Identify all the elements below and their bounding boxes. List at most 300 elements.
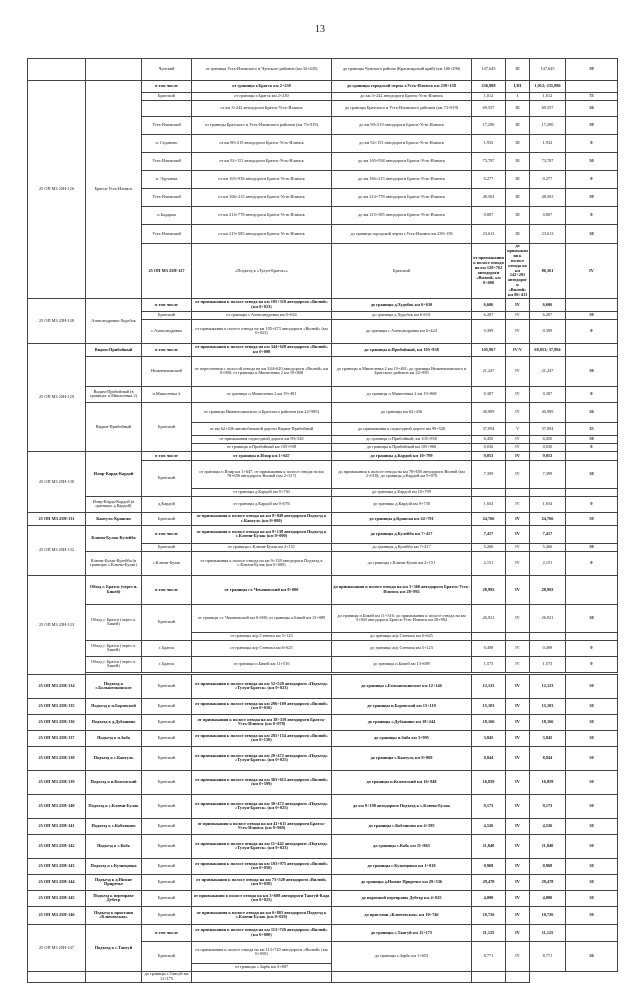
table-row: [28, 575, 618, 604]
table-cell: 50: [566, 794, 618, 818]
table-cell: IV: [506, 543, 530, 551]
table-row: [28, 512, 618, 525]
table-cell: Братский: [142, 512, 192, 525]
table-row: [28, 551, 618, 575]
table-cell: 15,103: [472, 698, 506, 714]
table-cell: 2,151: [530, 551, 566, 575]
table-cell: от примыкания к полосе отвода на км 103+975 автодороги «Вилюй» (км 0+050): [192, 858, 332, 874]
table-cell: 9,053: [472, 451, 506, 460]
table-cell: 50: [566, 941, 618, 971]
table-cell: п.Мишелевка 2: [142, 386, 192, 402]
table-row: [28, 356, 618, 386]
table-cell: 9,053: [530, 451, 566, 460]
table-cell: до границы п.Мишелевка 2 км 19+868: [332, 386, 472, 402]
table-row: [28, 890, 618, 906]
table-cell: от границы ст. Чекановский км 0+000: [192, 575, 332, 604]
table-cell: от примыкания к полосе отвода на км 11+442 автодороги «Подъезд» «Тулун-Братск» (км 0+023): [192, 834, 332, 858]
table-cell: до границы с.Дубынино км 18+244: [332, 714, 472, 730]
table-cell: IV: [506, 714, 530, 730]
table-cell: 25 ОП МЗ 25Н-139: [28, 770, 86, 794]
table-cell: Обход г. Братск (через п. Бикей): [86, 640, 142, 656]
table-cell: 73,787: [530, 153, 566, 171]
table-row: [28, 640, 618, 656]
table-cell: [566, 343, 618, 356]
table-cell: Подъезд к п.Зяба: [86, 730, 142, 746]
table-cell: 50: [566, 101, 618, 117]
table-cell: 25 ОП МЗ 25Н-138: [28, 746, 86, 770]
table-cell: IV: [506, 298, 530, 311]
table-cell: 50: [566, 818, 618, 834]
table-cell: до границы п.Зяба км 3+995: [332, 730, 472, 746]
table-cell: Подъезд к д.Дубынино: [86, 714, 142, 730]
table-cell: IV: [506, 575, 530, 604]
table-cell: 25 ОП МЗ 25Н-133: [28, 575, 86, 674]
table-cell: от примыкания к полосе отвода на км 296+169 автодороги «Вилюй» (км 0+016): [192, 698, 332, 714]
table-cell: 25: [566, 422, 618, 435]
table-cell: 0,030: [472, 443, 506, 451]
table-cell: 21,247: [472, 356, 506, 386]
table-cell: от границы п.Прибойный км 105+938: [192, 443, 332, 451]
table-cell: 0,387: [530, 386, 566, 402]
table-cell: III: [506, 59, 530, 81]
table-cell: в том числе: [142, 525, 192, 543]
table-cell: от примыкания к полосе отвода на км 3+608 автодороги Тангуй-Када (км 0+025): [192, 890, 332, 906]
table-cell: от границы ж/р Стениха км 6+625: [192, 640, 332, 656]
table-cell: I,III: [506, 81, 530, 93]
table-cell: 9,173: [472, 794, 506, 818]
table-row: [28, 59, 618, 81]
table-cell: 50: [566, 906, 618, 924]
table-cell: 1,573: [472, 656, 506, 672]
table-cell: Видим-Прибойный: [86, 343, 142, 356]
table-cell: от км 92+151 автодороги Братск-Усть-Илимск: [192, 153, 332, 171]
table-cell: [530, 632, 566, 640]
table-cell: от примыкания к полосе отвода на км 283+154 автодороги «Вилюй» (км 0+150): [192, 730, 332, 746]
table-cell: 0,807: [530, 207, 566, 225]
table-cell: 25 ОП МЗ 25Н-143: [28, 858, 86, 874]
table-cell: 69,557: [530, 101, 566, 117]
table-cell: 50: [566, 714, 618, 730]
table-row: [28, 794, 618, 818]
table-cell: 50: [566, 730, 618, 746]
table-row: [28, 386, 618, 402]
table-cell: от примыкания к полосе отвода на км 105+473 автодороги «Вилюй» (км 0+023): [192, 319, 332, 343]
table-cell: от границы ст. Чекановский км 0+000; от границы п.Бикей км 13+089: [192, 604, 332, 632]
table-cell: Братский: [142, 858, 192, 874]
table-cell: до пристани «Ключевская» км 10+746: [332, 906, 472, 924]
table-cell: 11,840: [472, 834, 506, 858]
table-cell: до границы д.Худобок км 6+630: [332, 298, 472, 311]
table-cell: IV: [506, 386, 530, 402]
table-cell: IV: [506, 794, 530, 818]
table-cell: 23,613: [472, 225, 506, 244]
table-cell: до границы с.Ключи-Булак км 2+151: [332, 551, 472, 575]
table-cell: Илир-Карда-Кардой (в границах д.Кардой): [86, 496, 142, 512]
table-cell: до границы с.Александровка км 0+424: [332, 319, 472, 343]
table-cell: от примыкания к полосе отвода на км 113+720 автодороги «Вилюй» (км 0+050): [192, 941, 332, 963]
table-cell: от границы Братского и Усть-Илимского районов (км 73+919): [192, 117, 332, 135]
table-cell: от км 90+219 автодороги Братск-Усть-Илимск: [192, 135, 332, 153]
table-cell: 16,859: [472, 770, 506, 794]
table-cell: от км 215+585 автодороги Братск-Усть-Илимск: [192, 225, 332, 244]
table-cell: Ключи-Булак-Кулейба: [86, 525, 142, 551]
table-cell: до границы с.Зарбь км 1+653: [332, 941, 472, 971]
table-row: [28, 818, 618, 834]
table-cell: 147,645: [530, 59, 566, 81]
table-cell: 50: [566, 543, 618, 551]
table-cell: IV: [506, 551, 530, 575]
table-cell: 24,766: [530, 512, 566, 525]
table-cell: от границы ж/р Стениха км 5+123: [192, 632, 332, 640]
table-cell: 21,247: [530, 356, 566, 386]
table-cell: [472, 488, 506, 496]
table-cell: 25 ОП МЗ 25Н-134: [28, 674, 86, 698]
table-cell: до границы ж/р Стениха км 6+625: [332, 632, 472, 640]
table-cell: Видим-Прибойный: [86, 402, 142, 451]
table-cell: 17,290: [472, 117, 506, 135]
table-cell: до границы городской черты г.Усть-Илимск км 239+158: [332, 225, 472, 244]
table-cell: 4,000: [530, 890, 566, 906]
table-cell: 29,478: [530, 874, 566, 890]
table-row: [28, 924, 618, 941]
table-cell: г. Братск: [142, 656, 192, 672]
table-cell: 0: [566, 207, 618, 225]
table-row: [28, 730, 618, 746]
table-cell: до границы д.Кардой км 9+730: [332, 496, 472, 512]
table-row: [28, 714, 618, 730]
table-cell: Братский: [142, 674, 192, 698]
table-cell: IV: [506, 834, 530, 858]
table-cell: в том числе: [142, 298, 192, 311]
table-cell: 26,921: [530, 604, 566, 632]
table-cell: Братский: [142, 794, 192, 818]
table-cell: от границы с.Александровка км 0+024: [192, 311, 332, 319]
table-cell: до км 214+778 автодороги Братск-Усть-Илимск: [332, 189, 472, 207]
table-cell: 8,844: [530, 746, 566, 770]
table-cell: 6,606: [472, 298, 506, 311]
table-cell: 40,989: [472, 402, 506, 422]
table-cell: до границы д.Худобок км 6+631: [332, 311, 472, 319]
table-cell: IV: [506, 356, 530, 386]
table-row: [28, 81, 618, 93]
table-cell: IV: [506, 874, 530, 890]
table-cell: от примыкания к полосе отвода на км 8+849 автодороги Подъезд к с.Кантуль (км 0+000): [192, 512, 332, 525]
table-cell: 28,992: [472, 575, 506, 604]
table-cell: Братский: [142, 714, 192, 730]
table-cell: 0,968: [530, 858, 566, 874]
table-cell: [192, 971, 332, 982]
table-cell: 8,844: [472, 746, 506, 770]
table-cell: до паромной переправы Дебетр км 4+025: [332, 890, 472, 906]
table-cell: IV: [506, 496, 530, 512]
table-cell: 0: [566, 171, 618, 189]
table-cell: Братский: [142, 874, 192, 890]
table-cell: [86, 356, 142, 386]
table-cell: Подъезд к с.Тангуй: [86, 924, 142, 971]
table-cell: 0,387: [472, 386, 506, 402]
table-row: [28, 858, 618, 874]
table-cell: в том числе: [142, 924, 192, 941]
table-cell: 8,771: [472, 941, 506, 971]
table-cell: IV: [506, 319, 530, 343]
table-cell: Братский: [142, 93, 192, 101]
table-cell: до границы п.Прибойный, км 105+938: [332, 435, 472, 443]
table-cell: IV: [506, 443, 530, 451]
table-cell: «Подъезд к «Тулун-Братск»»: [192, 244, 332, 299]
table-cell: Подъезд к переправе Дебетр: [86, 890, 142, 906]
table-cell: 50: [566, 834, 618, 858]
table-cell: до границы с.Кузнецовка км 1+018: [332, 858, 472, 874]
table-cell: от пересечения с полосой отвода на км 344+620 автодороги «Вилюй» км 0+000; от границы п.Мишелевка 2 км 19+808: [192, 356, 332, 386]
table-cell: Братский: [142, 460, 192, 496]
table-cell: до границы с.Тангуй км 11+175: [332, 924, 472, 941]
table-cell: [566, 525, 618, 543]
table-cell: от границы г.Братск км 2+230: [192, 93, 332, 101]
table-cell: 5,266: [472, 543, 506, 551]
table-cell: до границы с.Кобляково км 4+595: [332, 818, 472, 834]
table-cell: 0: [566, 551, 618, 575]
table-cell: 10,726: [472, 906, 506, 924]
table-cell: 0,277: [530, 171, 566, 189]
table-cell: до границы д.Кулейба км 7+417: [332, 543, 472, 551]
table-cell: Подъезд к с.Кантуль: [86, 746, 142, 770]
table-cell: 25 ОП МЗ 25Н-145: [28, 890, 86, 906]
table-cell: от примыкания к полосе отвода на км 113+726 автодороги «Вилюй» (км 0+000): [192, 924, 332, 941]
table-cell: [472, 632, 506, 640]
table-cell: IV: [506, 640, 530, 656]
table-cell: Обход г. Братск (через п. Бикей): [86, 656, 142, 672]
table-cell: 16,859: [530, 770, 566, 794]
table-cell: [566, 488, 618, 496]
table-cell: 25 ОП МЗ 25Н-141: [28, 818, 86, 834]
table-cell: [566, 924, 618, 941]
table-cell: IV: [506, 770, 530, 794]
table-cell: Братский: [142, 604, 192, 640]
table-cell: до границы д.Кардой км 10+799: [332, 451, 472, 460]
table-row: [28, 698, 618, 714]
table-cell: Братск-Усть-Илимск: [86, 81, 142, 299]
table-cell: 69,557: [472, 101, 506, 117]
table-cell: IV: [506, 311, 530, 319]
table-cell: [566, 451, 618, 460]
table-row: [28, 770, 618, 794]
table-cell: 50: [566, 435, 618, 443]
table-cell: от границы д.Кардой км 9+076: [192, 496, 332, 512]
table-cell: IV: [506, 604, 530, 632]
table-cell: от примыкания к полосе отвода на км 9+138 автодороги Подъезд к с.Ключи-Булак (км 0+000): [192, 551, 332, 575]
table-cell: 50: [566, 225, 618, 244]
table-cell: III: [506, 189, 530, 207]
table-cell: 50: [566, 402, 618, 422]
table-cell: 25 ОП МЗ 25Н-127: [142, 244, 192, 299]
table-cell: IV: [506, 435, 530, 443]
table-cell: Братский: [332, 244, 472, 299]
table-cell: до границы д.Кардой км 10+799: [332, 488, 472, 496]
table-cell: 1,654: [530, 496, 566, 512]
table-cell: 18,166: [530, 714, 566, 730]
table-row: [28, 906, 618, 924]
table-cell: 7,399: [472, 460, 506, 488]
table-cell: от примыкания к полосе отвода на км 105+318 автодороги «Вилюй» (км 0+023): [192, 298, 332, 311]
table-cell: Братский: [142, 818, 192, 834]
table-cell: [566, 298, 618, 311]
table-cell: от примыкания к полосе отвода на км 30+472 автодороги «Подъезд» «Тулун-Братск» (км 0+025): [192, 794, 332, 818]
table-row: [28, 656, 618, 672]
table-cell: Подъезд к п.Кежемский: [86, 770, 142, 794]
table-cell: до границы д.Кулейба км 7+417: [332, 525, 472, 543]
table-cell: от границы п.Бикей км 11+516: [192, 656, 332, 672]
table-cell: [506, 632, 530, 640]
table-cell: Братский: [142, 730, 192, 746]
table-cell: до границы п.Кежемский км 16+948: [332, 770, 472, 794]
table-cell: от границы г.Братск км 2+230: [192, 81, 332, 93]
table-cell: с.Ключи-Булак: [142, 551, 192, 575]
table-cell: от примыкания к полосе отвода на км 41+611 автодороги Братск-Усть-Илимск (км 0+069): [192, 818, 332, 834]
table-cell: от примыкания к полосе отвода на км 363+612 автодороги «Вилюй» (км 0+599): [192, 770, 332, 794]
table-cell: от примыкания к полосе отвода на км 6+803 автодороги Подъезд к с.Ключи-Булак (км 0+029): [192, 906, 332, 924]
table-cell: Братский: [142, 941, 192, 971]
table-cell: IV: [566, 244, 618, 299]
table-cell: Подъезд к с.Кобляково: [86, 818, 142, 834]
table-cell: 6,450: [472, 435, 506, 443]
table-cell: Усть-Илимский: [142, 225, 192, 244]
table-cell: до границы п.Прибойный, км 105+938: [332, 343, 472, 356]
table-cell: [566, 575, 618, 604]
table-cell: Братский: [142, 311, 192, 319]
table-cell: III: [506, 117, 530, 135]
table-cell: 0: [566, 135, 618, 153]
table-cell: IV: [506, 890, 530, 906]
table-cell: 1,012; 235,896: [530, 81, 566, 93]
table-cell: 0: [566, 496, 618, 512]
table-cell: 0,968: [472, 858, 506, 874]
table-cell: 25 ОП МЗ 25Н-140: [28, 794, 86, 818]
table-cell: [142, 101, 192, 117]
road-register-body: [28, 59, 618, 983]
table-row: [28, 496, 618, 512]
table-cell: 5,266: [530, 543, 566, 551]
table-cell: Александровка-Худобок: [86, 298, 142, 343]
table-cell: от км 3+242 автодороги Братск-Усть-Илимск: [192, 101, 332, 117]
table-row: [28, 874, 618, 890]
table-cell: до границы Чунского района (Красноярский край) (км 180+290): [332, 59, 472, 81]
table-cell: 8,771: [530, 941, 566, 971]
table-cell: III: [506, 135, 530, 153]
table-cell: 50: [566, 356, 618, 386]
table-cell: Подъезд к д.Нижне Приречье: [86, 874, 142, 890]
table-cell: [506, 971, 530, 982]
table-row: [28, 525, 618, 543]
table-cell: 25 ОП МЗ 25Н-130: [28, 451, 86, 512]
table-cell: п. Эдучанка: [142, 171, 192, 189]
table-cell: от границы с.Зарбь км 3+807: [192, 963, 332, 971]
table-cell: 1,932: [530, 135, 566, 153]
table-cell: до границы д.Кранган км 24+791: [332, 512, 472, 525]
table-cell: 6,207: [530, 311, 566, 319]
table-cell: 25 ОП МЗ 25Н-129: [28, 343, 86, 451]
table-cell: 0,498: [472, 640, 506, 656]
table-cell: IV: [506, 924, 530, 941]
table-cell: до примыкания к подъездной дороге км 99+528: [332, 422, 472, 435]
table-cell: Подъезд к с.Кузнецовка: [86, 858, 142, 874]
table-cell: до границы п.Бикей км 13+089: [332, 656, 472, 672]
table-cell: 0: [566, 640, 618, 656]
table-row: [28, 604, 618, 632]
table-cell: [566, 81, 618, 93]
table-cell: 25 ОП МЗ 25Н-137: [28, 730, 86, 746]
table-cell: от км 165+938 автодороги Братск-Усть-Илимск: [192, 171, 332, 189]
table-cell: 68,053; 37,894: [530, 343, 566, 356]
table-cell: III: [506, 207, 530, 225]
table-cell: Братский: [142, 698, 192, 714]
table-cell: 7,417: [472, 525, 506, 543]
table-cell: от границы с.Ключи-Булак км 2+151: [192, 543, 332, 551]
table-cell: Кантуль-Кранган: [86, 512, 142, 525]
table-cell: 1,654: [472, 496, 506, 512]
table-cell: в том числе: [142, 81, 192, 93]
table-cell: 3,845: [530, 730, 566, 746]
table-cell: 0,399: [472, 319, 506, 343]
table-cell: до границы с.Тангуй км 11+175: [142, 971, 192, 982]
table-cell: 75: [566, 93, 618, 101]
table-cell: Братский: [142, 890, 192, 906]
table-cell: до границы п.Бикей км 11+516; до примыкания к полосе отвода на км 3+360 автодороги Братск-Усть-Илимск км 28+992: [332, 604, 472, 632]
table-cell: Обход г. Братск (через п. Бикей): [86, 604, 142, 640]
table-cell: 48,563: [530, 189, 566, 207]
table-cell: до границы с.Большеокинское км 12+146: [332, 674, 472, 698]
table-cell: 0: [566, 656, 618, 672]
table-cell: III: [506, 101, 530, 117]
table-cell: 73,787: [472, 153, 506, 171]
page-number: 13: [315, 24, 325, 35]
table-cell: 23,613: [530, 225, 566, 244]
table-cell: Братский: [142, 543, 192, 551]
table-cell: до границы км 62+436: [332, 402, 472, 422]
table-cell: в том числе: [142, 343, 192, 356]
table-cell: до км 165+938 автодороги Братск-Усть-Илимск: [332, 153, 472, 171]
table-cell: 147,645: [472, 59, 506, 81]
table-cell: от примыкания к полосе отвода на км 344+620 автодороги «Вилюй» км 0+000: [192, 343, 332, 356]
table-cell: п. Седаново: [142, 135, 192, 153]
table-cell: Ключи-Булак-Кулейба (в границах с.Ключи-Булак): [86, 551, 142, 575]
table-cell: I: [506, 93, 530, 101]
table-cell: 2,151: [472, 551, 506, 575]
table-cell: до км 90+219 автодороги Братск-Усть-Илимск: [332, 117, 472, 135]
table-cell: 4,000: [472, 890, 506, 906]
table-cell: IV: [506, 746, 530, 770]
table-cell: от примыкания к полосе отвода на км 38+319 автодороги Братск-Усть-Илимск (км 0+078): [192, 714, 332, 730]
table-cell: до примыкания к полосе отвода на км 142+201 автодороги «Вилюй» км 86+411: [507, 243, 528, 298]
table-cell: 0,030: [530, 443, 566, 451]
table-cell: Усть-Илимский: [142, 189, 192, 207]
table-cell: [566, 632, 618, 640]
table-cell: III: [506, 153, 530, 171]
table-cell: Нижнеилимский: [142, 356, 192, 386]
table-cell: III: [506, 225, 530, 244]
table-row: [28, 834, 618, 858]
table-cell: от примыкания к полосе отвода на км 20+472 автодороги «Подъезд» «Тулун-Братск» (км 0+025): [192, 746, 332, 770]
table-cell: от границы п.Илир км 1+647: [192, 451, 332, 460]
table-cell: IV: [506, 460, 530, 488]
table-cell: 1,012: [472, 93, 506, 101]
table-cell: 50: [566, 117, 618, 135]
table-cell: от км 166+215 автодороги Братск-Усть-Илимск: [192, 189, 332, 207]
table-cell: до примыкания к полосе отвода на км 78+656 автодороги Вилюй (км 2+018); до границы д.Кардой км 9+076: [332, 460, 472, 488]
table-cell: 37,094: [472, 422, 506, 435]
table-cell: от примыкания подъездной дороги км 99+528: [192, 435, 332, 443]
table-cell: 0: [566, 319, 618, 343]
table-cell: 24,766: [472, 512, 506, 525]
